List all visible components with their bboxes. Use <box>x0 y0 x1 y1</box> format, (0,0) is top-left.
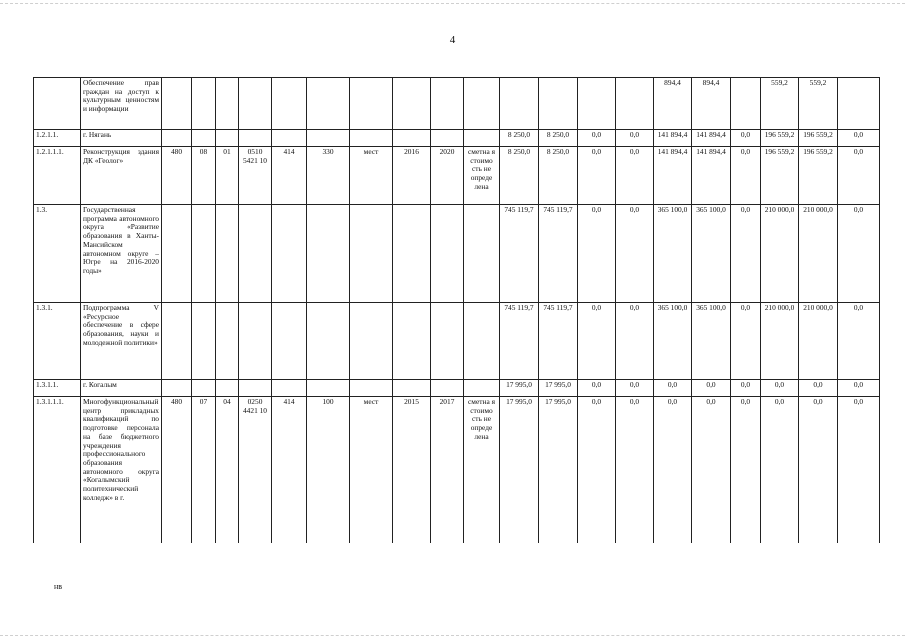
table-cell-col4 <box>192 380 216 397</box>
table-cell-col21: 0,0 <box>799 380 838 397</box>
table-cell-col3 <box>162 303 192 380</box>
table-cell-col19: 0,0 <box>731 397 761 543</box>
table-cell-col7 <box>272 130 307 147</box>
table-cell-name: г. Нягань <box>81 130 162 147</box>
table-cell-col10: 2016 <box>393 147 431 205</box>
table-cell-col7: 414 <box>272 397 307 543</box>
table-cell-col17: 365 100,0 <box>654 303 692 380</box>
table-cell-code: 1.3.1.1. <box>34 380 81 397</box>
table-row <box>34 380 880 397</box>
table-cell-col22: 0,0 <box>838 397 880 543</box>
scan-edge-bottom <box>0 635 905 636</box>
table-cell-col4 <box>192 303 216 380</box>
table-cell-col11 <box>431 303 464 380</box>
table-cell-code: 1.3. <box>34 205 81 303</box>
table-cell-col3 <box>162 130 192 147</box>
table-cell-col12: сметна я стоимо сть не опреде лена <box>464 397 500 543</box>
table-cell-col4 <box>192 205 216 303</box>
table-cell-col17: 141 894,4 <box>654 147 692 205</box>
table-cell-col15: 0,0 <box>578 205 616 303</box>
table-cell-col20: 196 559,2 <box>761 147 799 205</box>
table-cell-col7 <box>272 78 307 130</box>
table-cell-col21: 196 559,2 <box>799 147 838 205</box>
scan-edge-top <box>0 3 905 4</box>
table-cell-col9: мест <box>350 397 393 543</box>
table-cell-col20: 210 000,0 <box>761 205 799 303</box>
table-cell-code: 1.2.1.1. <box>34 130 81 147</box>
table-cell-col12: сметна я стоимо сть не опреде лена <box>464 147 500 205</box>
table-cell-col6 <box>239 380 272 397</box>
table-cell-col22: 0,0 <box>838 303 880 380</box>
table-cell-col18: 141 894,4 <box>692 147 731 205</box>
table-cell-col9 <box>350 380 393 397</box>
table-cell-col6 <box>239 303 272 380</box>
budget-table <box>33 77 880 543</box>
table-cell-col13: 17 995,0 <box>500 380 539 397</box>
table-cell-col3: 480 <box>162 397 192 543</box>
table-cell-col16: 0,0 <box>616 147 654 205</box>
table-row <box>34 303 880 380</box>
table-row <box>34 205 880 303</box>
table-cell-col20: 0,0 <box>761 397 799 543</box>
table-cell-col11: 2017 <box>431 397 464 543</box>
table-cell-col12 <box>464 78 500 130</box>
table-cell-col13 <box>500 78 539 130</box>
table-cell-col16: 0,0 <box>616 380 654 397</box>
table-cell-col12 <box>464 303 500 380</box>
table-cell-col15: 0,0 <box>578 380 616 397</box>
table-cell-col10 <box>393 205 431 303</box>
table-cell-col10 <box>393 303 431 380</box>
table-cell-col20: 559,2 <box>761 78 799 130</box>
table-cell-col14: 8 250,0 <box>539 130 578 147</box>
table-cell-col14: 17 995,0 <box>539 397 578 543</box>
table-cell-col21: 0,0 <box>799 397 838 543</box>
table-cell-col3 <box>162 78 192 130</box>
table-cell-col17: 0,0 <box>654 397 692 543</box>
table-cell-col12 <box>464 205 500 303</box>
footer-mark: нв <box>54 582 63 591</box>
table-cell-name: г. Когалым <box>81 380 162 397</box>
table-cell-col3 <box>162 380 192 397</box>
table-cell-name: Реконструкция здания ДК «Геолог» <box>81 147 162 205</box>
table-cell-col18: 894,4 <box>692 78 731 130</box>
table-cell-col16: 0,0 <box>616 130 654 147</box>
table-cell-col14: 17 995,0 <box>539 380 578 397</box>
table-cell-col17: 894,4 <box>654 78 692 130</box>
table-cell-col5 <box>216 303 239 380</box>
table-cell-name: Многофункциональный центр прикладных квалификаций по подготовке персонала на базе бюджетного учреждения профессионального образования автономного округа «Когалымский политехнический колледж» в г. <box>81 397 162 543</box>
table-cell-col9 <box>350 78 393 130</box>
table-cell-code: 1.2.1.1.1. <box>34 147 81 205</box>
table-cell-col17: 141 894,4 <box>654 130 692 147</box>
table-cell-col10: 2015 <box>393 397 431 543</box>
table-row <box>34 78 880 130</box>
table-cell-col3 <box>162 205 192 303</box>
table-cell-col17: 365 100,0 <box>654 205 692 303</box>
table-cell-col5: 04 <box>216 397 239 543</box>
table-cell-col16: 0,0 <box>616 397 654 543</box>
table-cell-col19: 0,0 <box>731 303 761 380</box>
table-cell-col8 <box>307 130 350 147</box>
table-cell-col13: 17 995,0 <box>500 397 539 543</box>
table-cell-col10 <box>393 380 431 397</box>
table-cell-col5 <box>216 130 239 147</box>
table-cell-code <box>34 78 81 130</box>
table-cell-col6 <box>239 130 272 147</box>
table-cell-col5 <box>216 205 239 303</box>
table-cell-col11 <box>431 205 464 303</box>
table-cell-col22: 0,0 <box>838 380 880 397</box>
table-cell-col15 <box>578 78 616 130</box>
table-cell-col8 <box>307 78 350 130</box>
table-cell-col19 <box>731 78 761 130</box>
table-cell-col19: 0,0 <box>731 130 761 147</box>
table-cell-col18: 365 100,0 <box>692 303 731 380</box>
table-cell-col8: 330 <box>307 147 350 205</box>
table-cell-col22: 0,0 <box>838 130 880 147</box>
table-cell-col9: мест <box>350 147 393 205</box>
table-cell-col15: 0,0 <box>578 130 616 147</box>
table-cell-col15: 0,0 <box>578 397 616 543</box>
table-cell-col15: 0,0 <box>578 303 616 380</box>
table-cell-col18: 0,0 <box>692 380 731 397</box>
table-cell-col20: 0,0 <box>761 380 799 397</box>
table-cell-col12 <box>464 130 500 147</box>
table-cell-col4: 07 <box>192 397 216 543</box>
table-cell-col13: 8 250,0 <box>500 130 539 147</box>
table-cell-col21: 210 000,0 <box>799 205 838 303</box>
table-cell-col10 <box>393 130 431 147</box>
table-cell-col18: 141 894,4 <box>692 130 731 147</box>
table-cell-col13: 745 119,7 <box>500 205 539 303</box>
table-cell-col10 <box>393 78 431 130</box>
table-row <box>34 397 880 543</box>
table-cell-col3: 480 <box>162 147 192 205</box>
table-cell-col5: 01 <box>216 147 239 205</box>
table-cell-col4: 08 <box>192 147 216 205</box>
table-cell-col7 <box>272 205 307 303</box>
table-cell-name: Государственная программа автономного округа «Развитие образования в Ханты-Мансийском автономном округе – Югре на 2016-2020 годы» <box>81 205 162 303</box>
table-row <box>34 147 880 205</box>
table-cell-col11 <box>431 380 464 397</box>
table-cell-col5 <box>216 380 239 397</box>
table-cell-col19: 0,0 <box>731 380 761 397</box>
table-cell-name: Обеспечение прав граждан на доступ к культурным ценностям и информации <box>81 78 162 130</box>
table-cell-col5 <box>216 78 239 130</box>
table-cell-col7: 414 <box>272 147 307 205</box>
table-cell-code: 1.3.1.1.1. <box>34 397 81 543</box>
table-cell-col9 <box>350 130 393 147</box>
table-cell-col20: 210 000,0 <box>761 303 799 380</box>
table-cell-col14: 8 250,0 <box>539 147 578 205</box>
table-cell-col7 <box>272 380 307 397</box>
table-cell-col4 <box>192 78 216 130</box>
table-cell-col4 <box>192 130 216 147</box>
table-cell-col14: 745 119,7 <box>539 303 578 380</box>
table-cell-col19: 0,0 <box>731 205 761 303</box>
table-cell-col16: 0,0 <box>616 205 654 303</box>
table-cell-col21: 196 559,2 <box>799 130 838 147</box>
table-cell-col12 <box>464 380 500 397</box>
table-cell-col19: 0,0 <box>731 147 761 205</box>
table-cell-col6: 0250 4421 10 <box>239 397 272 543</box>
table-cell-col20: 196 559,2 <box>761 130 799 147</box>
table-cell-col18: 365 100,0 <box>692 205 731 303</box>
table-cell-col11 <box>431 130 464 147</box>
table-cell-col8 <box>307 205 350 303</box>
table-cell-col11 <box>431 78 464 130</box>
table-row <box>34 130 880 147</box>
page-number: 4 <box>449 34 456 46</box>
table-cell-col8: 100 <box>307 397 350 543</box>
table-cell-col15: 0,0 <box>578 147 616 205</box>
table-cell-col7 <box>272 303 307 380</box>
table-cell-col13: 8 250,0 <box>500 147 539 205</box>
table-cell-col6 <box>239 205 272 303</box>
table-cell-col21: 210 000,0 <box>799 303 838 380</box>
table-cell-col14 <box>539 78 578 130</box>
table-cell-col6: 0510 5421 10 <box>239 147 272 205</box>
table-cell-col14: 745 119,7 <box>539 205 578 303</box>
table-cell-col21: 559,2 <box>799 78 838 130</box>
table-cell-col9 <box>350 205 393 303</box>
table-cell-code: 1.3.1. <box>34 303 81 380</box>
table-cell-col16 <box>616 78 654 130</box>
table-cell-col17: 0,0 <box>654 380 692 397</box>
table-cell-col8 <box>307 303 350 380</box>
table-cell-col6 <box>239 78 272 130</box>
table-cell-name: Подпрограмма V «Ресурсное обеспечение в сфере образования, науки и молодежной политики» <box>81 303 162 380</box>
table-cell-col22 <box>838 78 880 130</box>
table-cell-col22: 0,0 <box>838 147 880 205</box>
table-cell-col9 <box>350 303 393 380</box>
table-cell-col18: 0,0 <box>692 397 731 543</box>
table-cell-col8 <box>307 380 350 397</box>
table-cell-col22: 0,0 <box>838 205 880 303</box>
table-cell-col11: 2020 <box>431 147 464 205</box>
table-cell-col13: 745 119,7 <box>500 303 539 380</box>
table-cell-col16: 0,0 <box>616 303 654 380</box>
